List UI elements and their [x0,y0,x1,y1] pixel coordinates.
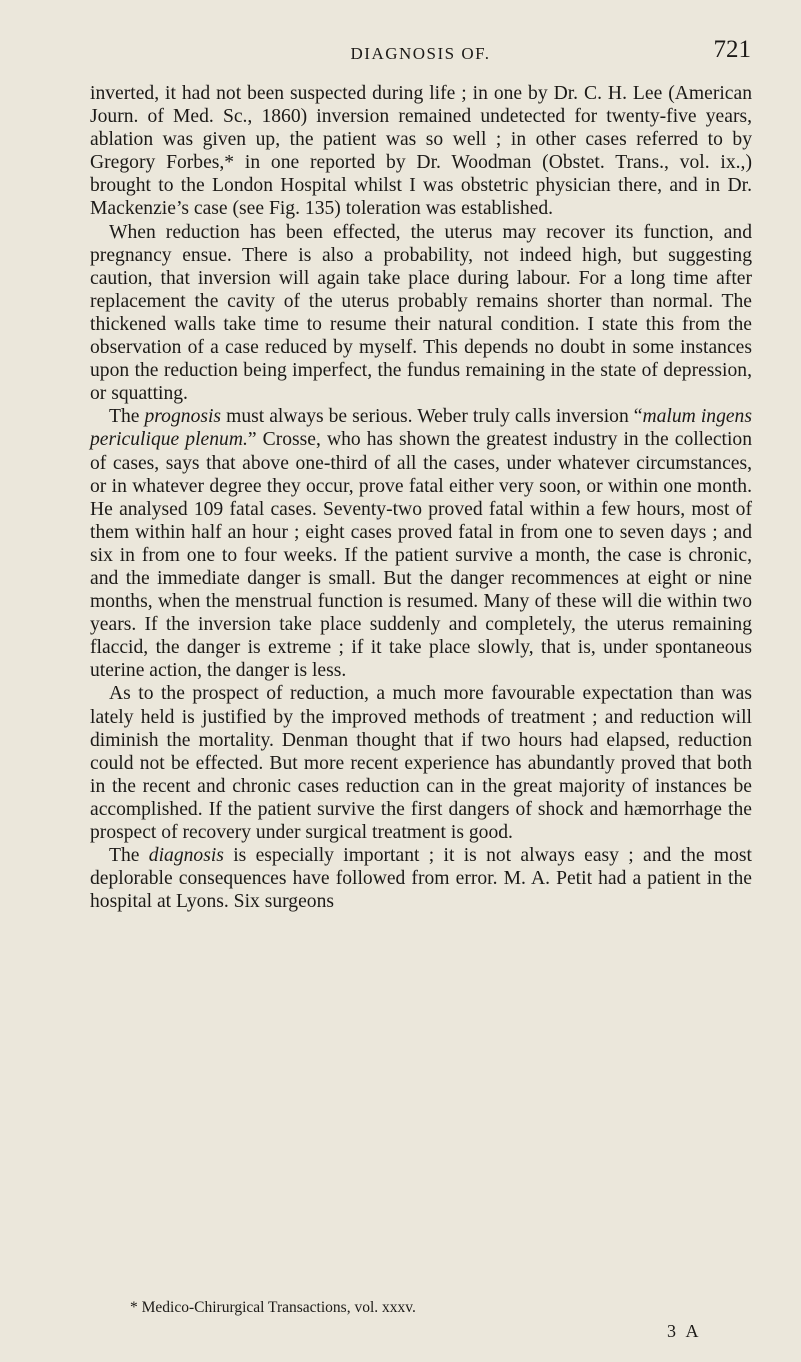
text-run: inverted, it had not been suspected during life ; in one by Dr. C. H. Lee (American Journ. of Med. Sc., 1860) inversion remained undetected for twenty-five years, ablation was given up, the patient was so well ; in other cases referred to by Gregory Forbes,* in one reported by Dr. Woodman (Obstet. Trans., vol. ix.,) brought to the London Hospital whilst I was obstetric physician there, and in Dr. Mackenzie’s case (see Fig. 135) toleration was established. [90,83,752,220]
italic-text: diagnosis [148,845,224,867]
text-run: The [109,845,149,867]
italic-text: prognosis [144,406,222,428]
paragraph [90,682,752,844]
signature-mark: 3 A [667,1321,702,1341]
text-run: is especially important ; it is not always easy ; and the most deplorable consequences have followed from error. M. A. Petit had a patient in the hospital at Lyons. Six surgeons [90,845,752,913]
footnote: * Medico-Chirurgical Transactions, vol. xxxv. [130,1299,416,1316]
page-header [90,36,751,70]
running-head: DIAGNOSIS OF. [350,44,491,63]
text-run: When reduction has been effected, the uterus may recover its function, and pregnancy ensue. There is also a probability, not indeed high, but suggesting caution, that inversion will again take place during labour. For a long time after replacement the cavity of the uterus probably remains shorter than normal. The thickened walls take time to resume their natural condition. I state this from the observation of a case reduced by myself. This depends no doubt in some instances upon the reduction being imperfect, the fundus remaining in the state of depression, or squatting. [90,221,752,405]
text-run: As to the prospect of reduction, a much more favourable expectation than was lately held is justified by the improved methods of treatment ; and reduction will diminish the mortality. Denman thought that if two hours had elapsed, reduction could not be effected. But more recent experience has abundantly proved that both in the recent and chronic cases reduction can in the great majority of instances be accomplished. If the patient survive the first dangers of shock and hæmorrhage the prospect of recovery under surgical treatment is good. [90,683,752,843]
paragraph [90,844,752,913]
page-number: 721 [713,36,751,63]
paragraph [90,405,752,682]
paragraph [90,221,752,406]
italic-text: malum ingens periculique plenum. [90,406,752,451]
text-run: ” Crosse, who has shown the greatest industry in the collection of cases, says that above one-third of all the cases, under whatever circumstances, or in whatever degree they occur, prove fatal either very soon, or within one month. He analysed 109 fatal cases. Seventy-two proved fatal within a few hours, most of them within half an hour ; eight cases proved fatal in from one to seven days ; and six in from one to four weeks. If the patient survive a month, the case is chronic, and the immediate danger is small. But the danger recommences at eight or nine months, when the menstrual function is resumed. Many of these will die within two years. If the inversion take place suddenly and completely, the uterus remaining flaccid, the danger is extreme ; if it take place slowly, that is, under spontaneous uterine action, the danger is less. [90,429,753,682]
text-run: The [109,406,145,428]
paragraph [90,82,752,221]
text-run: must always be serious. Weber truly calls inversion “ [221,406,643,428]
body-text [90,82,752,913]
